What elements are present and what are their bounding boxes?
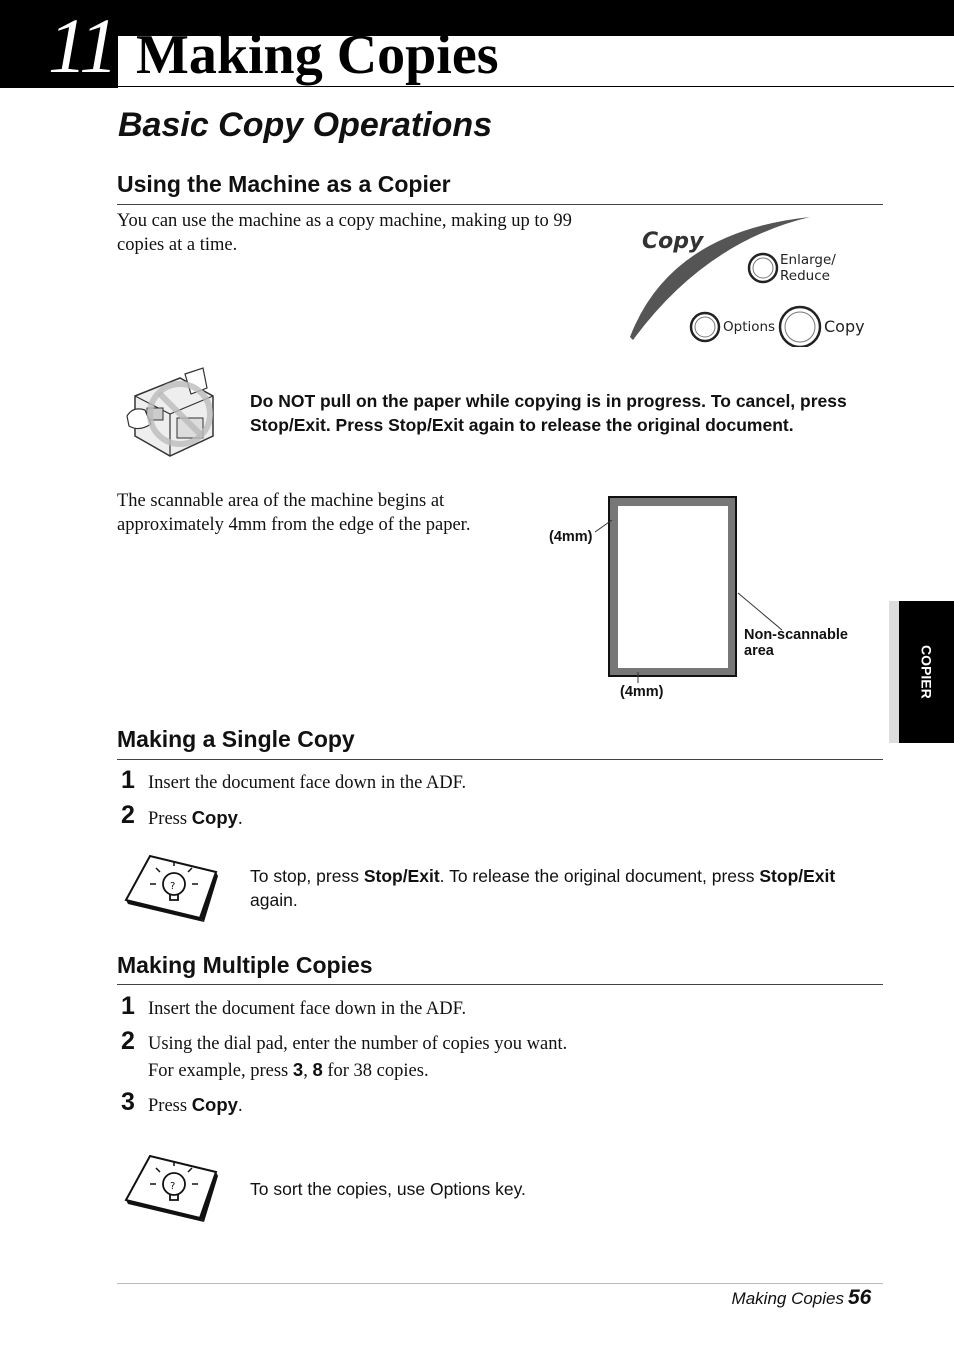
step-text (148, 1092, 243, 1119)
svg-text:?: ? (170, 1181, 176, 1192)
panel-copy-brand: Copy (642, 229, 704, 254)
stop-exit-key-name: Stop/Exit (759, 866, 836, 886)
scan-area-text-2: approximately 4mm from the edge of the paper. (117, 515, 471, 535)
step-text-post: . (237, 1096, 243, 1116)
label-non-scannable-2: area (744, 643, 774, 659)
footer-chapter-label: Making Copies (731, 1289, 844, 1308)
example-text: for 38 copies. (322, 1061, 429, 1081)
leader-line-area (738, 593, 782, 630)
subheading-single-copy: Making a Single Copy (117, 726, 355, 752)
copy-label: Copy (824, 317, 865, 336)
step-number: 3 (121, 1088, 135, 1116)
step-text-post: . (237, 809, 243, 829)
enlarge-label-1: Enlarge/ (780, 252, 836, 268)
step-text: Insert the document face down in the ADF. (148, 999, 467, 1019)
step-number: 2 (121, 1027, 135, 1055)
svg-text:?: ? (170, 881, 176, 892)
note-tip-icon (120, 852, 220, 924)
dial-key-8: 8 (312, 1059, 323, 1080)
side-tab-label: COPIER (918, 645, 935, 699)
note-text: To stop, press (250, 866, 364, 886)
step-text: Using the dial pad, enter the number of copies you want. (148, 1034, 568, 1054)
scannable-region (618, 506, 728, 668)
subheading-using-copier: Using the Machine as a Copier (117, 171, 451, 197)
label-non-scannable-1: Non-scannable (744, 627, 848, 643)
page-number: 56 (848, 1286, 872, 1309)
scan-area-diagram (590, 490, 790, 690)
copier-intro-text: You can use the machine as a copy machine, making up to 99 copies at a time. (117, 211, 572, 255)
step-text (148, 805, 243, 832)
step-text: Insert the document face down in the ADF. (148, 773, 467, 793)
note-tip-icon (120, 1152, 220, 1224)
copy-key-name: Copy (191, 807, 238, 828)
step-text-pre: Press (148, 809, 192, 829)
note-text: . To release the original document, press (439, 866, 760, 886)
warning-line-1: Do NOT pull on the paper while copying is in progress. To cancel, press (250, 391, 847, 411)
section-rule (117, 204, 883, 205)
example-text: For example, press (148, 1061, 293, 1081)
step-number: 1 (121, 992, 135, 1020)
chapter-title: Making Copies (136, 24, 499, 86)
stop-exit-key-name: Stop/Exit (363, 866, 440, 886)
multiple-copies-note: To sort the copies, use Options key. (250, 1179, 526, 1199)
header-rule (118, 86, 954, 87)
dial-key-3: 3 (292, 1059, 304, 1080)
step-text-example (148, 1057, 429, 1084)
scan-area-text-1: The scannable area of the machine begins at (117, 491, 445, 511)
footer-rule (117, 1283, 883, 1284)
options-label: Options (723, 319, 776, 335)
chapter-number: 11 (48, 2, 117, 89)
section-rule (117, 759, 883, 760)
step-text-pre: Press (148, 1096, 192, 1116)
section-rule (117, 984, 883, 985)
section-title: Basic Copy Operations (118, 106, 493, 144)
example-separator: , (303, 1061, 313, 1081)
copy-key-name: Copy (191, 1094, 238, 1115)
enlarge-label-2: Reduce (780, 268, 830, 284)
no-pull-warning-icon (125, 366, 220, 462)
note-text: again. (250, 890, 298, 910)
step-number: 1 (121, 766, 135, 794)
label-4mm-bottom: (4mm) (620, 684, 664, 700)
warning-line-2: Stop/Exit. Press Stop/Exit again to release the original document. (250, 415, 794, 435)
single-copy-note (250, 864, 870, 912)
side-tab-shadow (889, 601, 899, 743)
subheading-multiple-copies: Making Multiple Copies (117, 952, 373, 978)
label-4mm-top: (4mm) (549, 529, 593, 545)
copy-button (780, 307, 820, 347)
step-number: 2 (121, 801, 135, 829)
